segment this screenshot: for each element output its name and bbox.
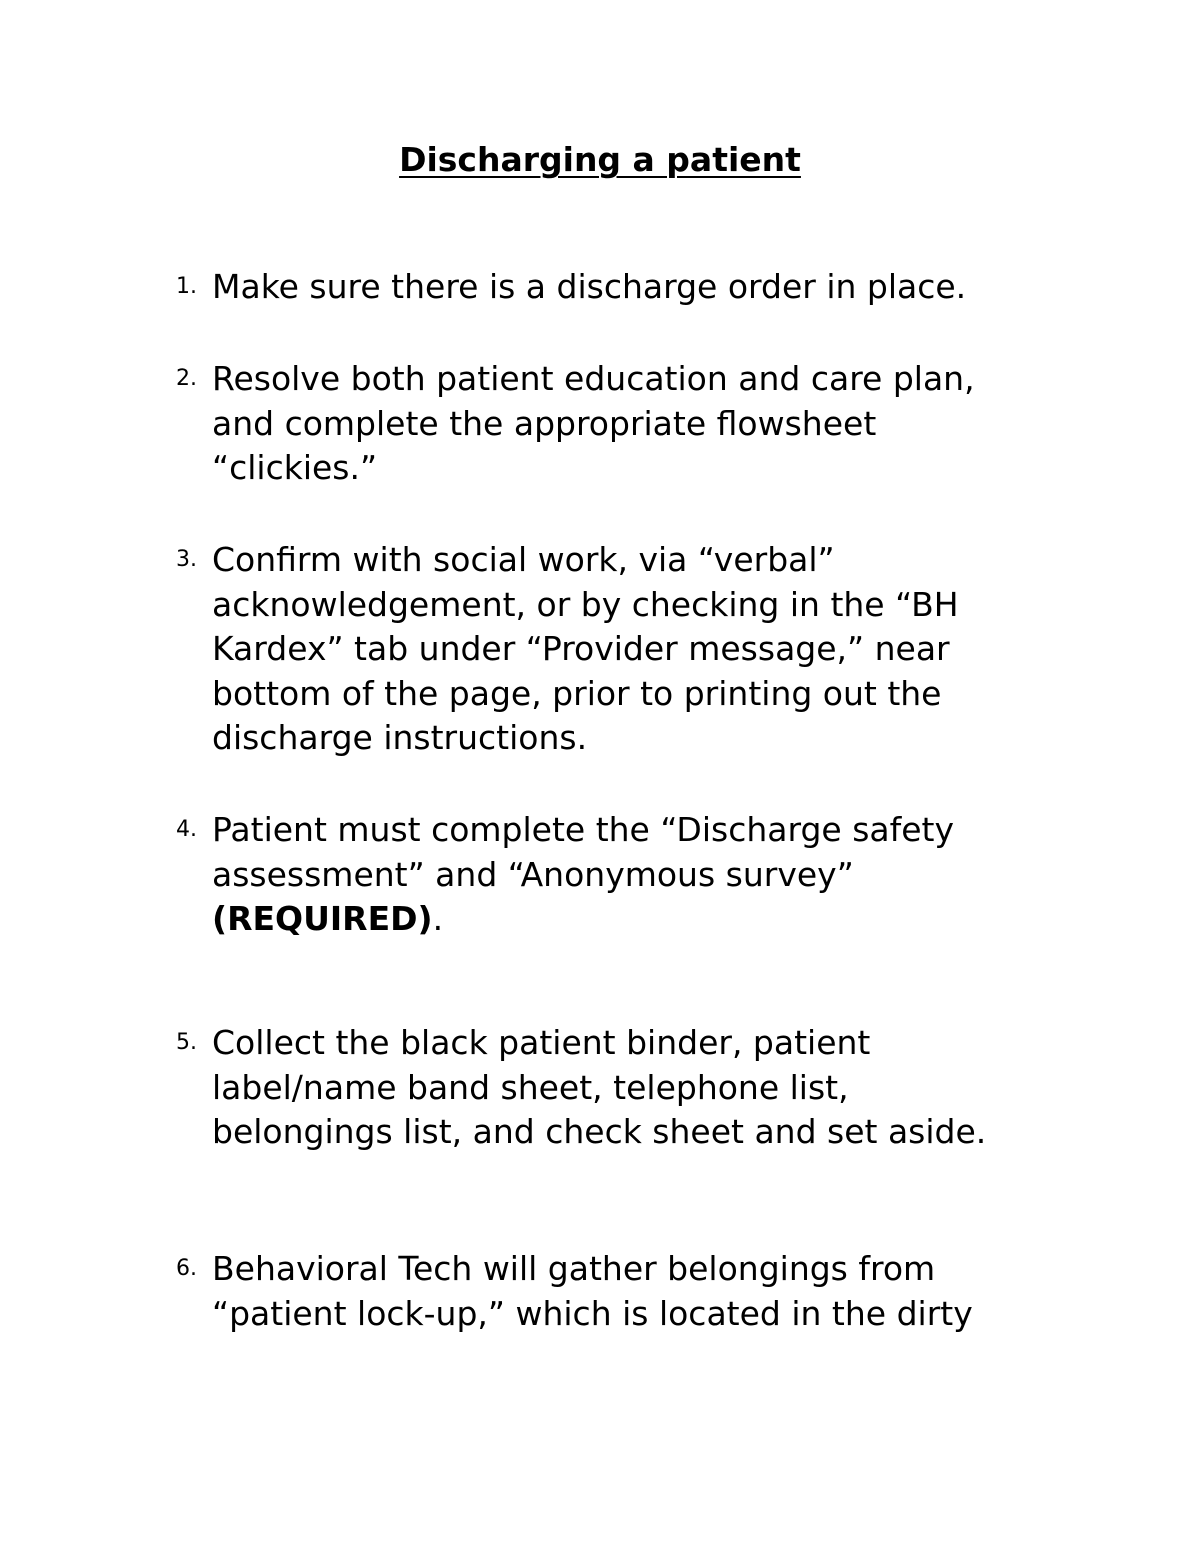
item-line: Make sure there is a discharge order in place. (212, 267, 967, 306)
item-line: Confirm with social work, via “verbal” (212, 540, 835, 579)
item-number: 3. (176, 547, 197, 572)
item-line: acknowledgement, or by checking in the “BH (212, 584, 959, 624)
item-line: bottom of the page, prior to printing out the (212, 673, 942, 713)
item-number: 1. (176, 274, 197, 299)
item-number: 2. (176, 366, 197, 391)
item-line: “clickies.” (212, 448, 378, 487)
item-line: Resolve both patient education and care plan, (212, 359, 975, 398)
item-line: label/name band sheet, telephone list, (212, 1067, 849, 1107)
item-number: 4. (176, 817, 197, 842)
required-suffix: . (432, 899, 444, 938)
item-number: 5. (176, 1030, 197, 1055)
item-line: Behavioral Tech will gather belongings from (212, 1249, 936, 1288)
item-line: “patient lock-up,” which is located in the dirty (212, 1293, 973, 1333)
item-line: discharge instructions. (212, 718, 588, 757)
item-text (212, 538, 1052, 761)
item-line: assessment” and “Anonymous survey” (212, 854, 854, 894)
item-line: belongings list, and check sheet and set aside. (212, 1112, 987, 1151)
item-line: Kardex” tab under “Provider message,” near (212, 629, 950, 668)
document-title: Discharging a patient (399, 140, 801, 179)
item-line: Collect the black patient binder, patient (212, 1023, 871, 1062)
item-text (212, 1021, 1052, 1155)
item-text (212, 1247, 1052, 1336)
item-text (212, 265, 1052, 310)
item-number: 6. (176, 1256, 197, 1281)
item-line: Patient must complete the “Discharge safety (212, 810, 955, 849)
item-text (212, 357, 1052, 491)
item-line: and complete the appropriate flowsheet (212, 403, 877, 443)
item-line-required (212, 897, 1052, 942)
required-label: (REQUIRED) (212, 899, 433, 938)
item-text (212, 808, 1052, 942)
